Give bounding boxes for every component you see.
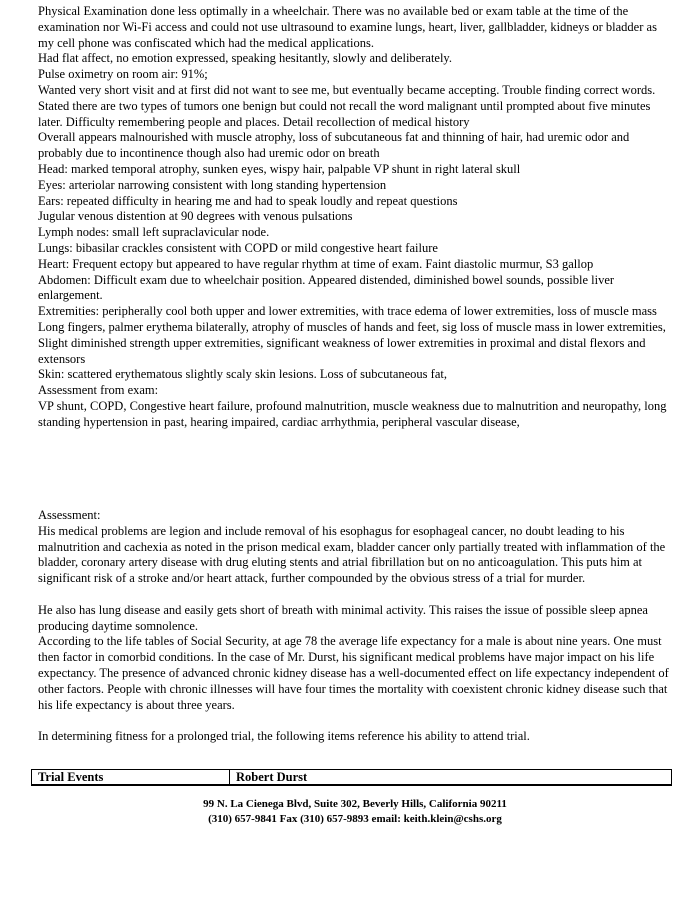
exam-line: Ears: repeated difficulty in hearing me and had to speak loudly and repeat questions xyxy=(38,193,458,208)
assessment-paragraph: According to the life tables of Social Security, at age 78 the average life expectancy for a male is about nine years. One must then factor in comorbid conditions. In the case of Mr. Durst, his significant medical problems have major impact on his life expectancy. The presence of advanced chronic kidney disease has a well-documented effect on life expectancy independent of other factors. People with chronic illnesses will have four times the mortality with coexistent chronic kidney disease such that his life expectancy is about three years. xyxy=(38,634,669,712)
paragraph-gap xyxy=(38,587,674,603)
exam-line: Overall appears malnourished with muscle atrophy, loss of subcutaneous fat and thinning of hair, had uremic odor and probably due to incontinence though also had uremic odor on breath xyxy=(38,130,630,161)
exam-line: Lungs: bibasilar crackles consistent with COPD or mild congestive heart failure xyxy=(38,240,438,255)
exam-line: Eyes: arteriolar narrowing consistent with long standing hypertension xyxy=(38,177,387,192)
exam-line: Head: marked temporal atrophy, sunken eyes, wispy hair, palpable VP shunt in right lateral skull xyxy=(38,161,521,176)
exam-line: Pulse oximetry on room air: 91%; xyxy=(38,67,208,82)
assessment-paragraph: His medical problems are legion and include removal of his esophagus for esophageal cancer, no doubt leading to his malnutrition and cachexia as noted in the prison medical exam, bladder cancer only partially treated with inflammation of the bladder, coronary artery disease with drug eluting stents and atrial fibrillation but on no anticoagulation. This puts him at significant risk of a stroke and/or heart attack, further compounded by the obvious stress of a trial for murder. xyxy=(38,523,666,586)
exam-line: Abdomen: Difficult exam due to wheelchair position. Appeared distended, diminished bowel sounds, possible liver enlargement. xyxy=(38,272,615,303)
assessment-section xyxy=(38,508,674,745)
table-header-trial-events: Trial Events xyxy=(32,770,230,784)
paragraph-gap xyxy=(38,713,674,729)
exam-line: Lymph nodes: small left supraclavicular node. xyxy=(38,225,270,240)
exam-line: Assessment from exam: xyxy=(38,383,159,398)
exam-line: Skin: scattered erythematous slightly scaly skin lesions. Loss of subcutaneous fat, xyxy=(38,367,447,382)
physical-exam-section xyxy=(38,4,674,431)
assessment-heading: Assessment: xyxy=(38,508,101,522)
exam-line: Extremities: peripherally cool both upper and lower extremities, with trace edema of lower extremities, loss of muscle mass xyxy=(38,304,657,319)
trial-events-table xyxy=(31,769,672,786)
assessment-paragraph: He also has lung disease and easily gets short of breath with minimal activity. This raises the issue of possible sleep apnea producing daytime somnolence. xyxy=(38,602,648,633)
assessment-paragraph: In determining fitness for a prolonged trial, the following items reference his ability to attend trial. xyxy=(38,729,530,744)
table-header-robert-durst: Robert Durst xyxy=(236,770,308,784)
exam-line: Jugular venous distention at 90 degrees with venous pulsations xyxy=(38,209,353,224)
exam-line: Long fingers, palmer erythema bilaterally, atrophy of muscles of hands and feet, sig loss of muscle mass in lower extremities, Slight diminished strength upper extremities, significant weakness of lower extremities in proximal and distal flexors and extensors xyxy=(38,319,666,366)
exam-line: Wanted very short visit and at first did not want to see me, but eventually became accepting. Trouble finding correct words. Stated there are two types of tumors one benign but could not recall the word malignant until prompted about five minutes later. Difficulty remembering people and places. Detail recollection of medical history xyxy=(38,82,656,129)
exam-line: VP shunt, COPD, Congestive heart failure, profound malnutrition, muscle weakness due to malnutrition and neuropathy, long standing hypertension in past, hearing impaired, cardiac arrhythmia, peripheral vascular disease, xyxy=(38,398,667,429)
exam-line: Had flat affect, no emotion expressed, speaking hesitantly, slowly and deliberately. xyxy=(38,51,452,66)
exam-line: Physical Examination done less optimally in a wheelchair. There was no available bed or exam table at the time of the examination nor Wi-Fi access and could not use ultrasound to examine lungs, heart, liver, gallbladder, kidneys or bladder as my cell phone was confiscated which had the medical applications. xyxy=(38,4,657,50)
letterhead-footer xyxy=(0,797,700,827)
footer-address: 99 N. La Cienega Blvd, Suite 302, Beverly Hills, California 90211 xyxy=(203,798,507,810)
footer-contact: (310) 657-9841 Fax (310) 657-9893 email: keith.klein@cshs.org xyxy=(208,813,502,825)
exam-line: Heart: Frequent ectopy but appeared to have regular rhythm at time of exam. Faint diastolic murmur, S3 gallop xyxy=(38,256,594,271)
